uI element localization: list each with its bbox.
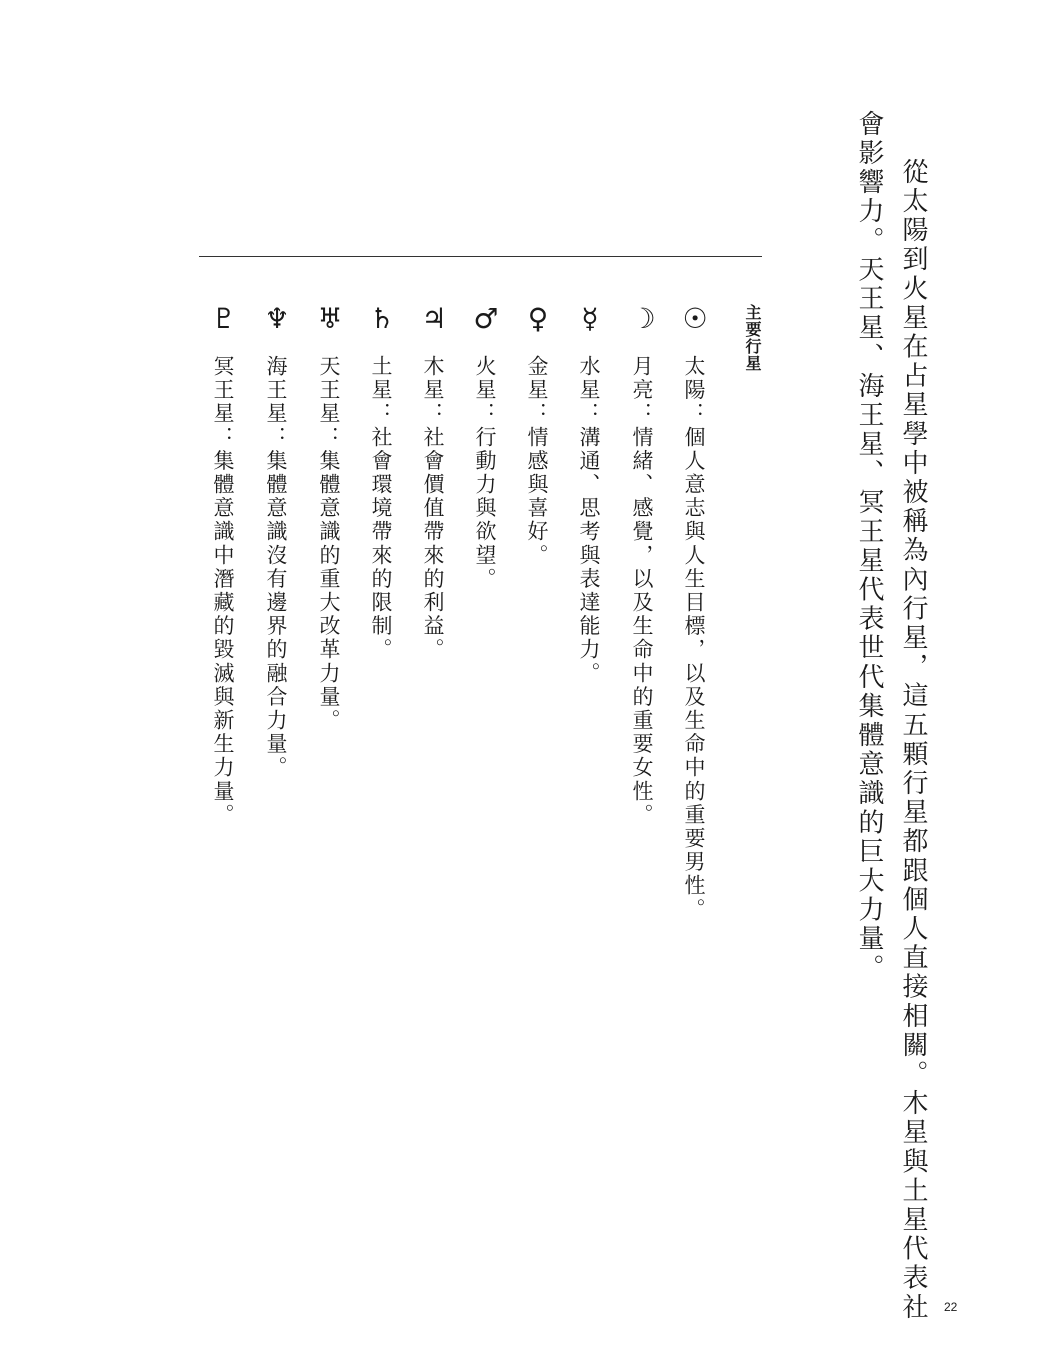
section-title: 主要行星 <box>743 304 762 372</box>
mercury-icon: ☿ <box>581 302 599 335</box>
sun-icon: ☉ <box>682 302 708 335</box>
saturn-icon: ♄ <box>369 302 395 335</box>
planet-description: 木星：社會價值帶來的利益。 <box>421 355 445 662</box>
planet-description: 土星：社會環境帶來的限制。 <box>369 355 393 662</box>
page-number: 22 <box>944 1300 958 1314</box>
planet-description: 天王星：集體意識的重大改革力量。 <box>317 355 341 733</box>
pluto-icon: ♇ <box>211 302 237 335</box>
planet-venus <box>518 302 558 568</box>
planet-neptune <box>257 302 297 780</box>
planet-pluto <box>204 302 244 827</box>
moon-icon: ☽ <box>630 302 656 335</box>
planet-description: 月亮：情緒、感覺，以及生命中的重要女性。 <box>630 355 654 827</box>
planet-description: 冥王星：集體意識中潛藏的毀滅與新生力量。 <box>211 355 235 827</box>
mars-icon: ♂ <box>473 302 499 335</box>
uranus-icon: ♅ <box>317 302 343 335</box>
planet-uranus <box>310 302 350 733</box>
jupiter-icon: ♃ <box>421 302 447 335</box>
planet-mercury <box>570 302 610 686</box>
intro-line-2: 會影響力。天王星、海王星、冥王星代表世代集體意識的巨大力量。 <box>854 110 884 983</box>
venus-icon: ♀ <box>527 302 549 335</box>
neptune-icon: ♆ <box>264 302 290 335</box>
planet-sun <box>675 302 715 922</box>
planet-description: 水星：溝通、思考與表達能力。 <box>577 355 601 686</box>
planet-saturn <box>362 302 402 662</box>
planet-moon <box>623 302 663 827</box>
intro-line-1: 從太陽到火星在占星學中被稱為內行星，這五顆行星都跟個人直接相關。木星與土星代表社 <box>898 158 928 1322</box>
planet-description: 海王星：集體意識沒有邊界的融合力量。 <box>264 355 288 780</box>
planet-description: 金星：情感與喜好。 <box>525 355 549 568</box>
planet-jupiter <box>414 302 454 662</box>
planet-mars <box>466 302 506 591</box>
planet-description: 太陽：個人意志與人生目標，以及生命中的重要男性。 <box>682 355 706 922</box>
section-divider <box>199 256 762 257</box>
planet-description: 火星：行動力與欲望。 <box>473 355 497 591</box>
